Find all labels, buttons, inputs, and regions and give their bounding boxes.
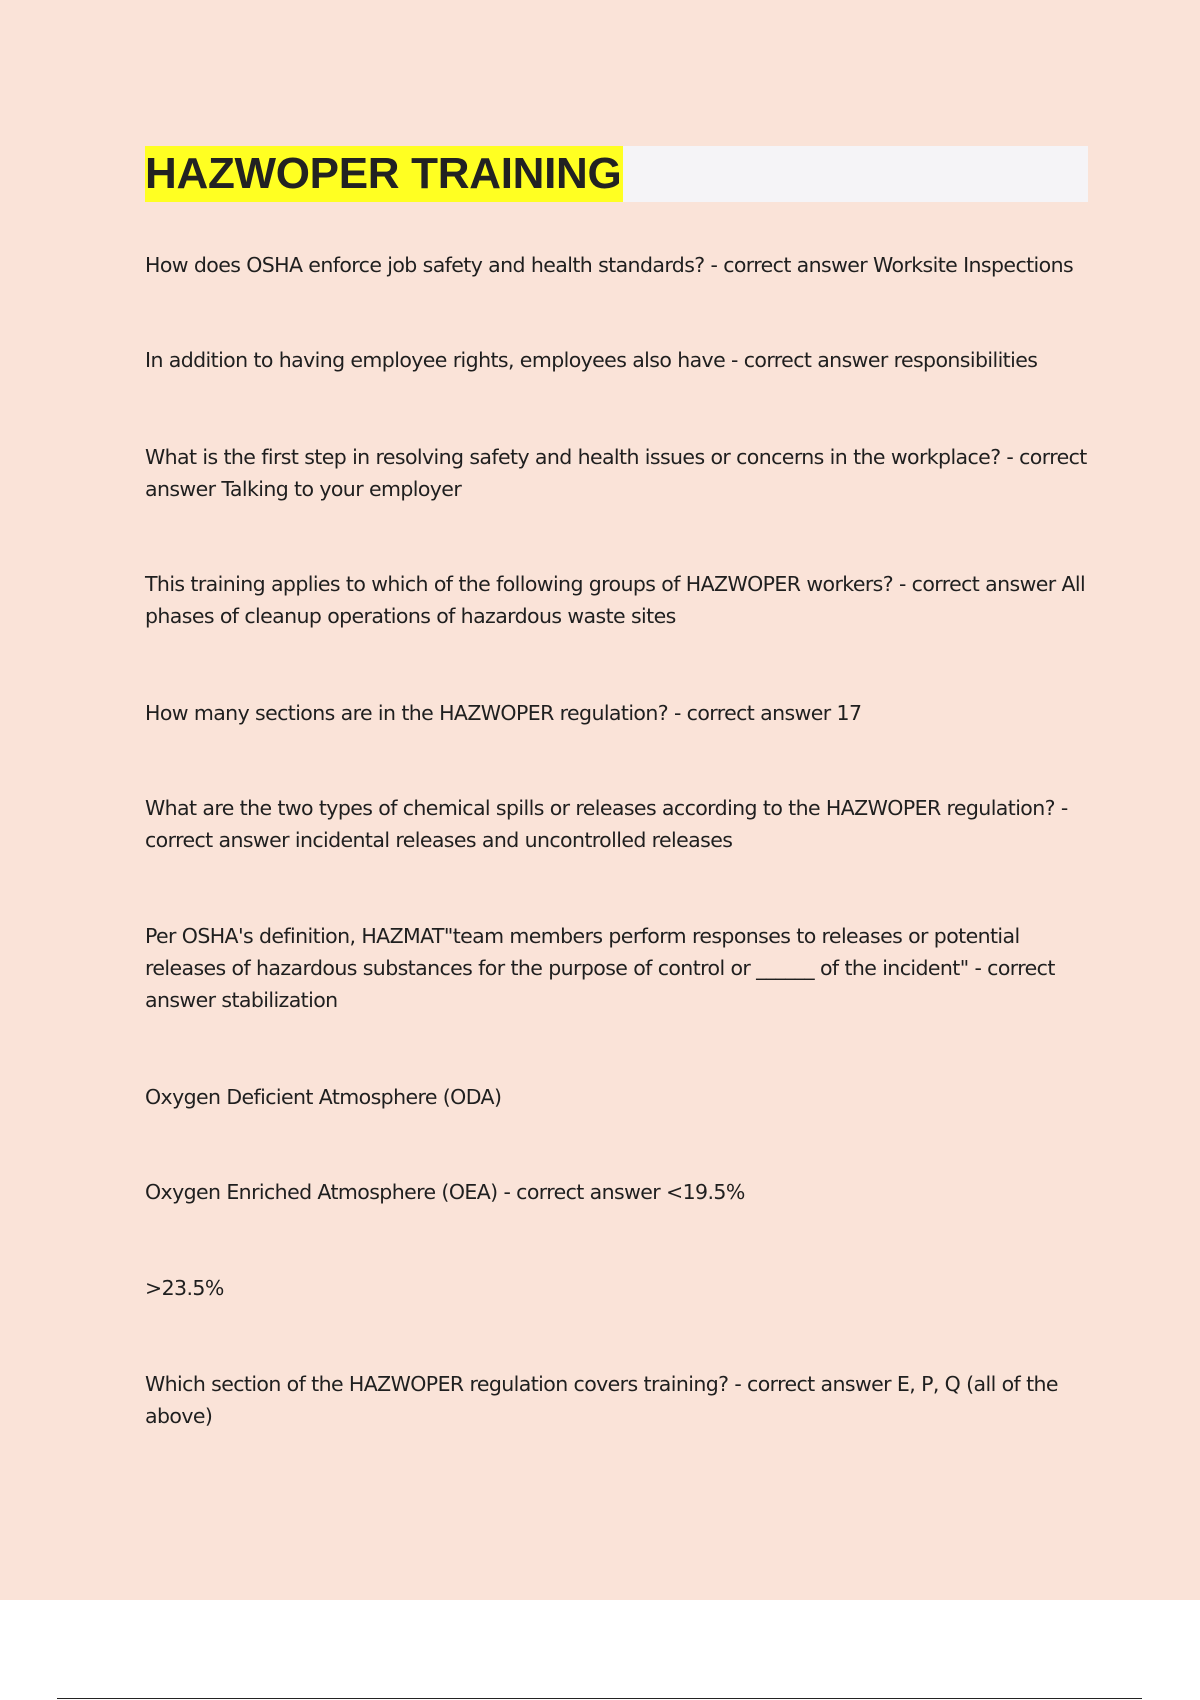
qa-item: In addition to having employee rights, employees also have - correct answer responsibilities (145, 348, 1038, 372)
qa-item: Oxygen Enriched Atmosphere (OEA) - correct answer <19.5% (145, 1180, 745, 1204)
footer-divider (57, 1698, 1142, 1699)
qa-item: What are the two types of chemical spills or releases according to the HAZWOPER regulation? - correct answer incidental releases and uncontrolled releases (145, 796, 1068, 852)
qa-item: >23.5% (145, 1276, 224, 1300)
qa-item: How many sections are in the HAZWOPER regulation? - correct answer 17 (145, 701, 862, 725)
qa-item: This training applies to which of the following groups of HAZWOPER workers? - correct answer All phases of cleanup operations of hazardous waste sites (145, 572, 1086, 628)
qa-item: Per OSHA's definition, HAZMAT"team members perform responses to releases or potential releases of hazardous substances for the purpose of control or ______ of the incident" - correct answer stabilization (145, 924, 1055, 1012)
document-title: HAZWOPER TRAINING (145, 146, 623, 202)
qa-item: Oxygen Deficient Atmosphere (ODA) (145, 1085, 502, 1109)
qa-item: Which section of the HAZWOPER regulation covers training? - correct answer E, P, Q (all of the above) (145, 1372, 1058, 1428)
qa-item: What is the first step in resolving safety and health issues or concerns in the workplace? - correct answer Talking to your employer (145, 445, 1087, 501)
qa-item: How does OSHA enforce job safety and health standards? - correct answer Worksite Inspections (145, 253, 1074, 277)
